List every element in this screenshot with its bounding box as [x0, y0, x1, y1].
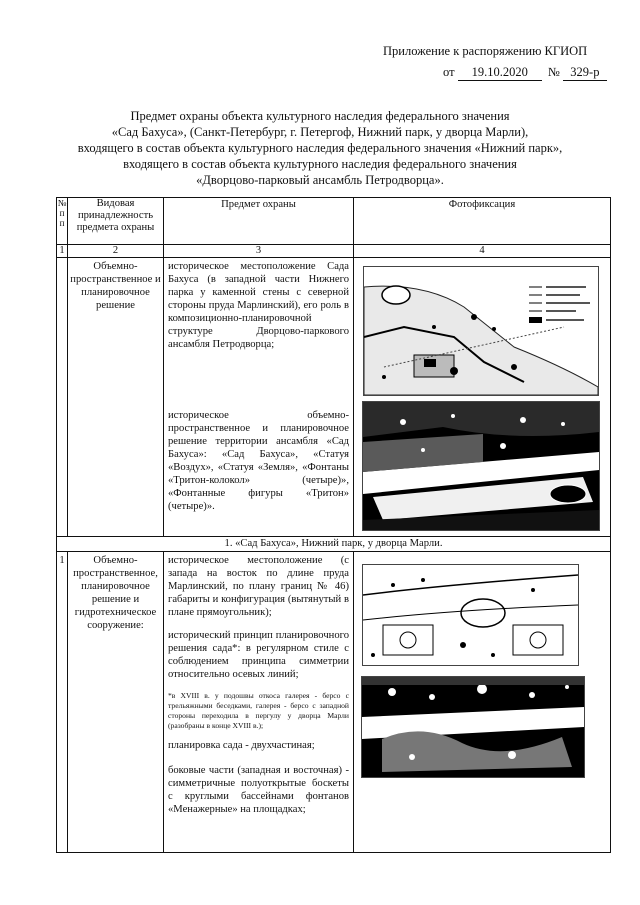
document-title [60, 108, 580, 188]
footnote: *в XVIII в. у подошвы откоса галерея - берсо с трельяжными беседками, галерея - берсо с западной стороны переходила в пергулу у дворца Марли (разобраны в конце XVIII в.); [168, 691, 349, 730]
column-number: 1 [57, 245, 68, 258]
subject-paragraph: боковые части (западная и восточная) - симметричные полуоткрытые боскеты с круглыми бассейнами фонтанов «Менажерные» на площадках; [168, 765, 349, 815]
section-title: 1. «Сад Бахуса», Нижний парк, у дворца Марли. [57, 537, 611, 552]
column-numbers-row [57, 245, 611, 258]
row-subject [164, 552, 354, 853]
header-subject: Предмет охраны [164, 198, 354, 245]
row-photos [354, 258, 611, 537]
protection-table [56, 197, 611, 853]
garden-plan-image [362, 564, 579, 666]
appendix-title: Приложение к распоряжению КГИОП [383, 44, 588, 58]
column-number: 2 [68, 245, 164, 258]
column-number: 3 [164, 245, 354, 258]
column-number: 4 [354, 245, 611, 258]
historic-engraving-image [361, 676, 585, 778]
header-number: № п п [57, 198, 68, 245]
title-line: Предмет охраны объекта культурного наследия федерального значения [130, 109, 510, 123]
subject-paragraph: планировка сада - двухчастиная; [168, 740, 315, 751]
number-prefix: № [547, 65, 560, 79]
header-photo: Фотофиксация [354, 198, 611, 245]
subject-paragraph: историческое объемно-пространственное и планировочное решение территории ансамбля «Сад Бахуса»: «Сад Бахуса», «Статуя «Воздух», «Статуя «Земля», «Фонтаны «Тритон-колокол» (четыре)», «Фонтанные фигуры «Тритон» (четыре)». [168, 410, 349, 512]
document-number: 329-р [563, 65, 607, 81]
title-line: «Сад Бахуса», (Санкт-Петербург, г. Петергоф, Нижний парк, у дворца Марли), [111, 125, 529, 139]
site-plan-image [363, 266, 599, 396]
row-number: 1 [57, 552, 68, 853]
row-photos [354, 552, 611, 853]
table-row [57, 258, 611, 537]
aerial-photo-image [362, 401, 600, 531]
title-line: «Дворцово-парковый ансамбль Петродворца». [196, 173, 444, 187]
row-kind: Объемно-пространственное, планировочное решение и гидротехническое сооружение: [68, 552, 164, 853]
subject-paragraph: историческое местоположение Сада Бахуса (в западной части Нижнего парка у каменной стены с северной стороны пруда Марлинский), его роль в композиционно-планировочной структуре Дворцово-паркового ансамбля Петродворца; [168, 261, 349, 350]
header-kind: Видовая принадлежность предмета охраны [68, 198, 164, 245]
title-line: входящего в состав объекта культурного наследия федерального значения [123, 157, 517, 171]
date-number-line [443, 65, 607, 81]
document-date: 19.10.2020 [458, 65, 542, 81]
subject-paragraph: историческое местоположение (с запада на восток по длине пруда Марлинский, по плану границ № 46) габариты и конфигурация (вытянутый в плане прямоугольник); [168, 555, 349, 618]
title-line: входящего в состав объекта культурного наследия федерального значения «Нижний парк», [77, 141, 563, 155]
subject-paragraph: исторический принцип планировочного решения сада*: в регулярном стиле с соблюдением принципа симметрии относительно осевых линий; [168, 630, 349, 680]
date-prefix: от [443, 65, 455, 79]
section-row [57, 537, 611, 552]
row-subject [164, 258, 354, 537]
table-header-row [57, 198, 611, 245]
row-number [57, 258, 68, 537]
row-kind: Объемно-пространственное и планировочное решение [68, 258, 164, 537]
table-row [57, 552, 611, 853]
